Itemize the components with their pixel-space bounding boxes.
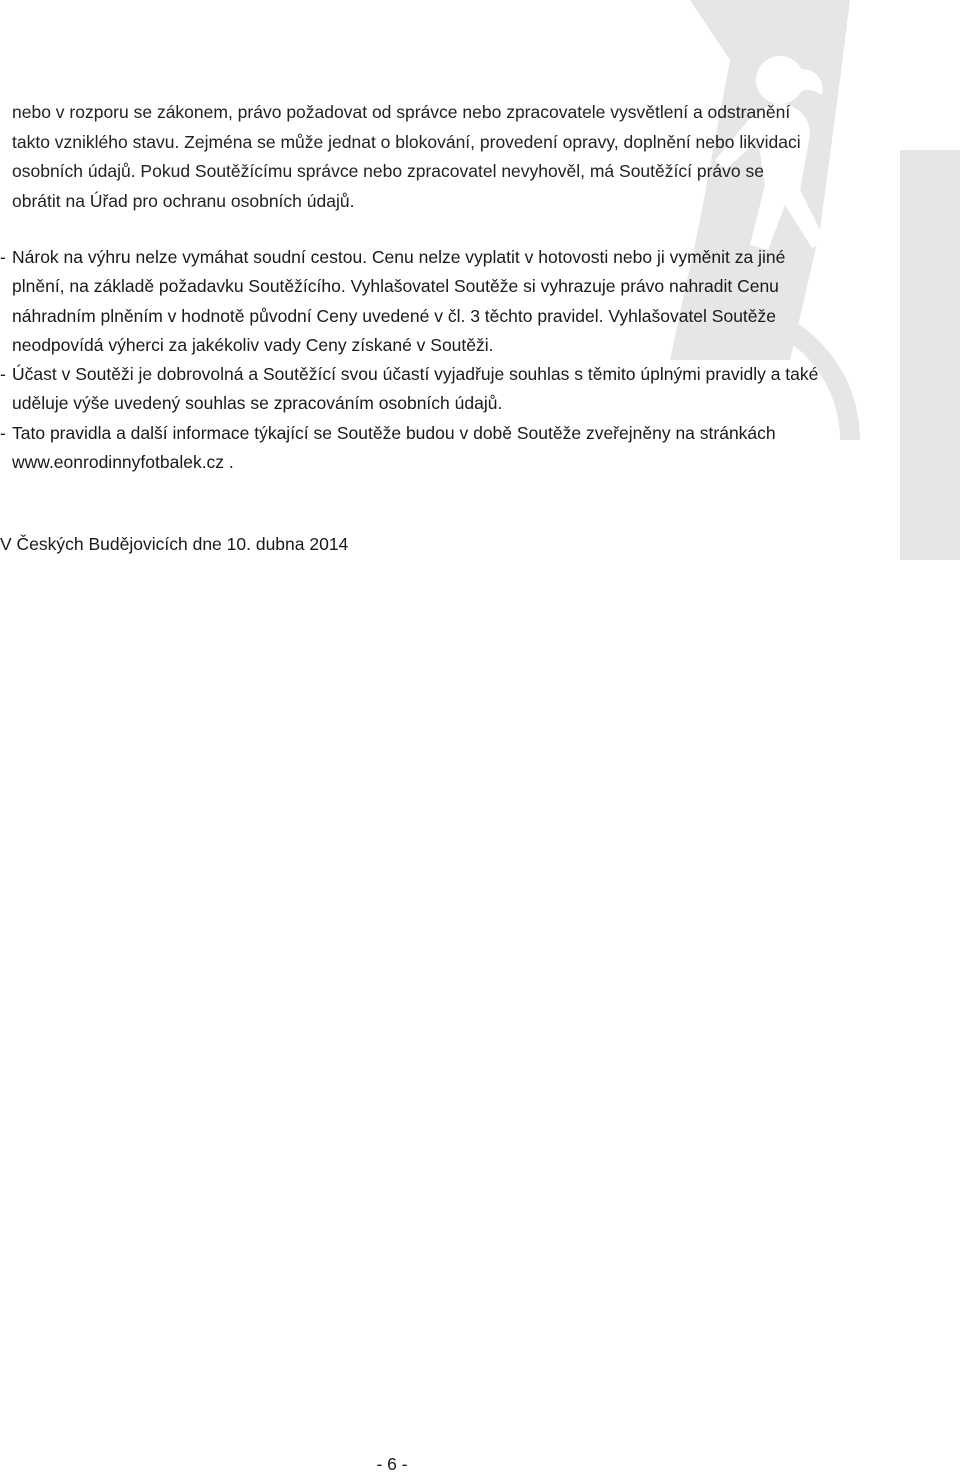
list-item-text: Nárok na výhru nelze vymáhat soudní cestou. Cenu nelze vyplatit v hotovosti nebo ji vyměnit za jiné plnění, na základě požadavku Soutěžícího. Vyhlašovatel Soutěže si vyhrazuje právo nahradit Cenu náhradním plněním v hodnotě původní Ceny uvedené v čl. 3 těchto pravidel. Vyhlašovatel Soutěže neodpovídá výherci za jakékoliv vady Ceny získané v Soutěži.: [12, 247, 786, 355]
list-item: [0, 243, 820, 360]
bullet-dash: -: [0, 422, 6, 443]
place-and-date: V Českých Budějovicích dne 10. dubna 2014: [0, 534, 349, 554]
intro-paragraph: [12, 98, 812, 216]
list-item: [0, 419, 820, 478]
bullet-dash: -: [0, 247, 6, 267]
list-item-text: Tato pravidla a další informace týkající se Soutěže budou v době Soutěže zveřejněny na stránkách www.eonrodinnyfotbalek.cz .: [12, 422, 776, 473]
list-item-text: Účast v Soutěži je dobrovolná a Soutěžící svou účastí vyjadřuje souhlas s těmito úplnými pravidly a také uděluje výše uvedený souhlas se zpracováním osobních údajů.: [12, 364, 819, 414]
intro-text: nebo v rozporu se zákonem, právo požadovat od správce nebo zpracovatele vysvětlení a odstranění takto vzniklého stavu. Zejména se může jednat o blokování, provedení opravy, doplnění nebo likvidaci osobních údajů. Pokud Soutěžícímu správce nebo zpracovatel nevyhověl, má Soutěžící právo se obrátit na Úřad pro ochranu osobních údajů.: [12, 102, 801, 211]
rules-list: [0, 243, 820, 477]
page-number: - 6 -: [376, 1454, 408, 1474]
list-item: [0, 360, 820, 419]
bullet-dash: -: [0, 364, 6, 385]
